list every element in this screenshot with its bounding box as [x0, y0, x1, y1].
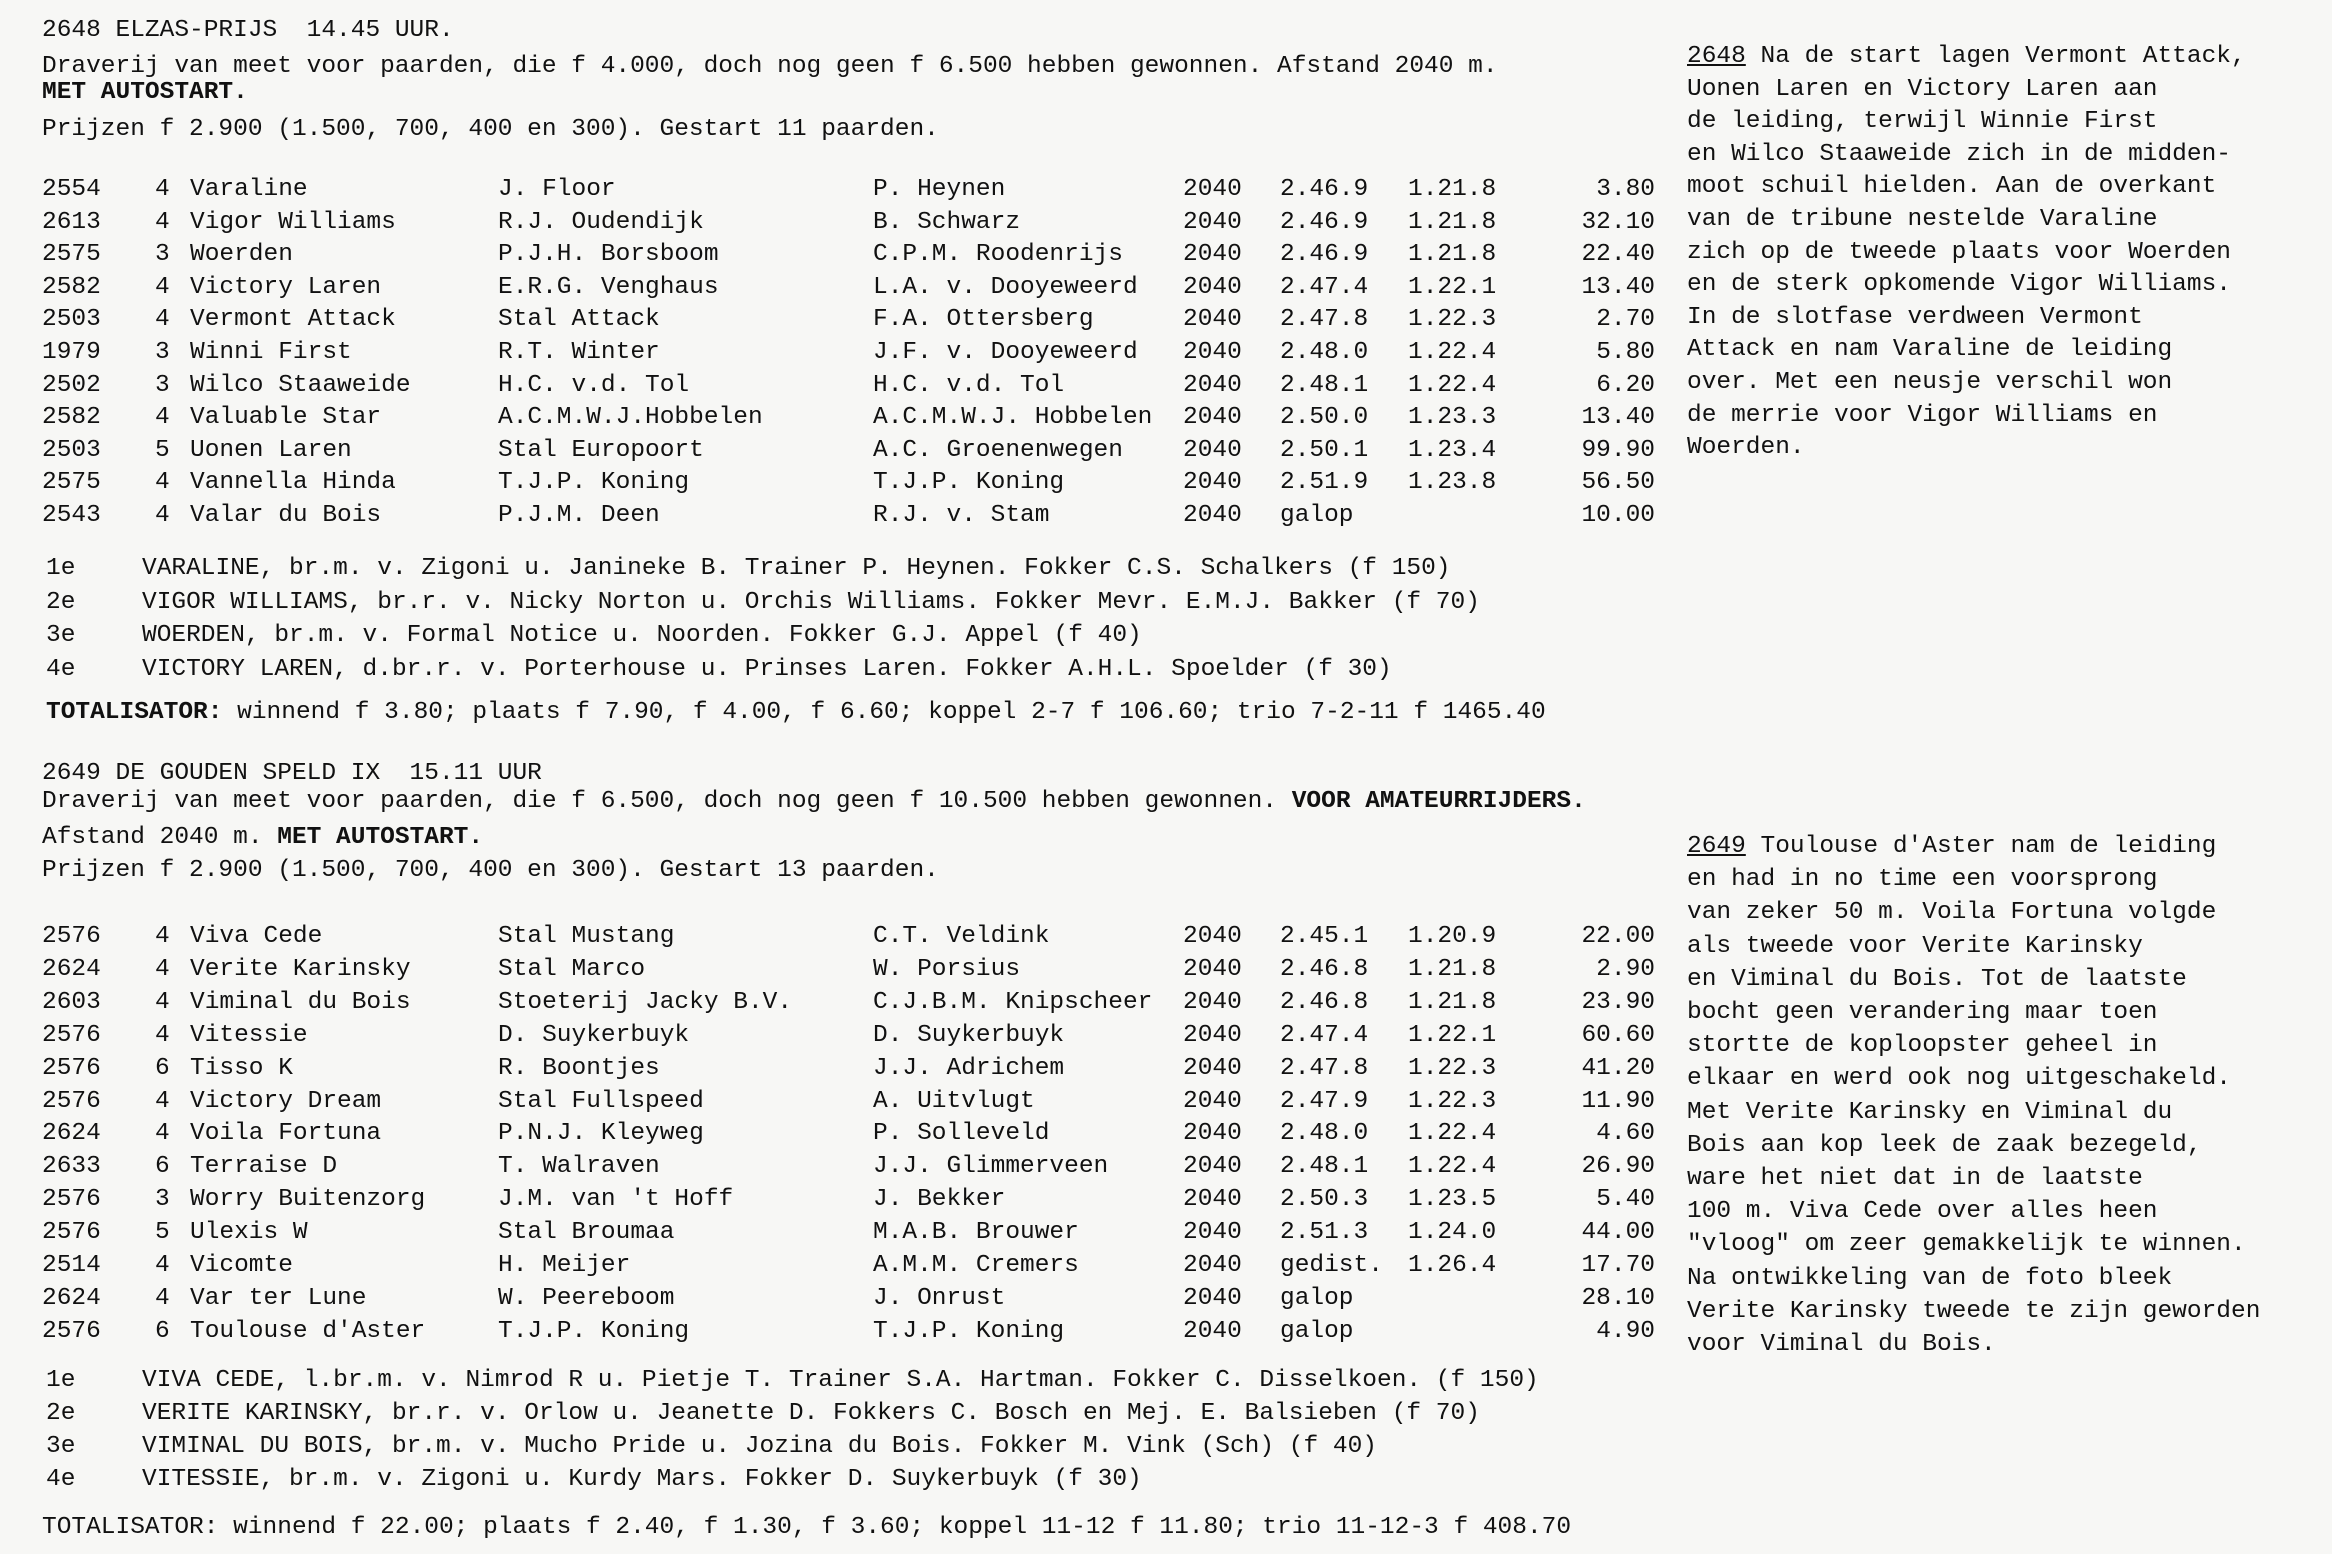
cell-odds: 4.60 — [1596, 1120, 1655, 1148]
cell-odds: 4.90 — [1596, 1317, 1655, 1345]
cell-time: 2.46.8 — [1280, 955, 1369, 983]
comment-line: de merrie voor Vigor Williams en — [1687, 401, 2158, 429]
race1-desc-line: MET AUTOSTART. — [42, 79, 248, 106]
cell-distance: 2040 — [1183, 241, 1242, 269]
cell-horse: Vermont Attack — [190, 306, 396, 334]
comment-line: 2648 Na de start lagen Vermont Attack, — [1687, 43, 2246, 70]
comment-line: Bois aan kop leek de zaak bezegeld, — [1687, 1131, 2202, 1159]
cell-prev-race: 2582 — [42, 273, 101, 301]
cell-time: 2.46.8 — [1280, 988, 1369, 1016]
cell-horse: Vannella Hinda — [190, 469, 396, 497]
cell-owner: R. Boontjes — [498, 1054, 660, 1082]
cell-age: 3 — [155, 241, 170, 269]
cell-odds: 3.80 — [1596, 176, 1655, 203]
comment-line: en Viminal du Bois. Tot de laatste — [1687, 965, 2187, 993]
cell-driver: A.C.M.W.J. Hobbelen — [873, 404, 1153, 432]
cell-owner: H.C. v.d. Tol — [498, 371, 690, 399]
cell-odds: 13.40 — [1581, 273, 1655, 301]
cell-driver: C.P.M. Roodenrijs — [873, 241, 1123, 269]
cell-km-time: 1.22.4 — [1408, 339, 1497, 366]
placing-detail: WOERDEN, br.m. v. Formal Notice u. Noorden. Fokker G.J. Appel (f 40) — [142, 622, 1142, 649]
cell-prev-race: 2502 — [42, 371, 101, 399]
cell-distance: 2040 — [1183, 1252, 1242, 1279]
cell-horse: Victory Dream — [190, 1087, 382, 1115]
comment-line: van de tribune nestelde Varaline — [1687, 206, 2158, 233]
cell-owner: D. Suykerbuyk — [498, 1021, 690, 1049]
cell-prev-race: 2514 — [42, 1252, 101, 1279]
cell-distance: 2040 — [1183, 923, 1242, 950]
cell-owner: E.R.G. Venghaus — [498, 273, 719, 301]
cell-time: 2.48.0 — [1280, 339, 1369, 366]
cell-driver: D. Suykerbuyk — [873, 1021, 1065, 1049]
cell-driver: P. Heynen — [873, 176, 1006, 203]
cell-prev-race: 2576 — [42, 1186, 101, 1214]
cell-age: 4 — [155, 404, 170, 432]
cell-distance: 2040 — [1183, 1186, 1242, 1214]
cell-km-time: 1.22.4 — [1408, 371, 1497, 399]
cell-age: 4 — [155, 273, 170, 301]
cell-time: gedist. — [1280, 1252, 1383, 1279]
cell-km-time: 1.21.8 — [1408, 988, 1497, 1016]
cell-owner: T.J.P. Koning — [498, 469, 690, 497]
comment-line: In de slotfase verdween Vermont — [1687, 303, 2143, 331]
cell-km-time: 1.22.4 — [1408, 1153, 1497, 1181]
cell-prev-race: 2575 — [42, 469, 101, 497]
comment-line: zich op de tweede plaats voor Woerden — [1687, 238, 2231, 266]
placing-detail: VIMINAL DU BOIS, br.m. v. Mucho Pride u. Jozina du Bois. Fokker M. Vink (Sch) (f 40) — [142, 1433, 1378, 1460]
placing-detail: VITESSIE, br.m. v. Zigoni u. Kurdy Mars. Fokker D. Suykerbuyk (f 30) — [142, 1466, 1142, 1493]
cell-prev-race: 2624 — [42, 1120, 101, 1148]
cell-horse: Ulexis W — [190, 1219, 308, 1247]
comment-line: moot schuil hielden. Aan de overkant — [1687, 173, 2217, 201]
comment-line: en Wilco Staaweide zich in de midden- — [1687, 140, 2231, 168]
cell-distance: 2040 — [1183, 436, 1242, 464]
cell-horse: Worry Buitenzorg — [190, 1186, 426, 1214]
cell-km-time: 1.23.5 — [1408, 1186, 1497, 1214]
cell-horse: Uonen Laren — [190, 436, 352, 464]
cell-owner: A.C.M.W.J.Hobbelen — [498, 404, 763, 432]
cell-owner: Stal Marco — [498, 955, 646, 983]
totalisator-label: TOTALISATOR: — [46, 699, 223, 726]
cell-horse: Varaline — [190, 176, 308, 203]
cell-driver: F.A. Ottersberg — [873, 306, 1094, 334]
cell-km-time: 1.23.8 — [1408, 469, 1497, 497]
cell-driver: J.F. v. Dooyeweerd — [873, 339, 1138, 366]
cell-age: 5 — [155, 436, 170, 464]
comment-line: bocht geen verandering maar toen — [1687, 999, 2158, 1026]
cell-horse: Vicomte — [190, 1252, 293, 1279]
cell-odds: 56.50 — [1581, 469, 1655, 497]
cell-time: galop — [1280, 502, 1354, 529]
cell-time: 2.48.1 — [1280, 1153, 1369, 1181]
cell-odds: 5.40 — [1596, 1186, 1655, 1214]
cell-odds: 10.00 — [1581, 502, 1655, 529]
cell-distance: 2040 — [1183, 306, 1242, 334]
cell-km-time: 1.21.8 — [1408, 241, 1497, 269]
comment-line: 100 m. Viva Cede over alles heen — [1687, 1198, 2158, 1226]
cell-owner: Stoeterij Jacky B.V. — [498, 988, 793, 1016]
cell-prev-race: 2575 — [42, 241, 101, 269]
cell-prev-race: 2576 — [42, 923, 101, 950]
cell-time: 2.51.9 — [1280, 469, 1369, 497]
cell-time: 2.45.1 — [1280, 923, 1369, 950]
placing-detail: VARALINE, br.m. v. Zigoni u. Janineke B. Trainer P. Heynen. Fokker C.S. Schalkers (f 150) — [142, 555, 1451, 582]
cell-age: 4 — [155, 1252, 170, 1279]
cell-driver: J. Bekker — [873, 1186, 1006, 1214]
cell-owner: P.J.H. Borsboom — [498, 241, 719, 269]
cell-age: 4 — [155, 988, 170, 1016]
cell-time: 2.46.9 — [1280, 241, 1369, 269]
cell-distance: 2040 — [1183, 176, 1242, 203]
cell-owner: H. Meijer — [498, 1252, 631, 1279]
cell-distance: 2040 — [1183, 371, 1242, 399]
cell-prev-race: 2576 — [42, 1087, 101, 1115]
cell-driver: A. Uitvlugt — [873, 1087, 1035, 1115]
cell-horse: Voila Fortuna — [190, 1120, 382, 1148]
comment-line: de leiding, terwijl Winnie First — [1687, 108, 2158, 136]
cell-horse: Victory Laren — [190, 273, 382, 301]
cell-time: 2.50.1 — [1280, 436, 1369, 464]
cell-time: 2.50.0 — [1280, 404, 1369, 432]
cell-prev-race: 2633 — [42, 1153, 101, 1181]
cell-horse: Vigor Williams — [190, 208, 396, 236]
cell-odds: 17.70 — [1581, 1252, 1655, 1279]
cell-odds: 22.00 — [1581, 923, 1655, 950]
cell-driver: T.J.P. Koning — [873, 469, 1065, 497]
cell-distance: 2040 — [1183, 1087, 1242, 1115]
placing-rank: 4e — [46, 1466, 76, 1493]
cell-km-time: 1.22.3 — [1408, 1087, 1497, 1115]
cell-driver: A.M.M. Cremers — [873, 1252, 1079, 1279]
comment-line: voor Viminal du Bois. — [1687, 1331, 1996, 1358]
cell-distance: 2040 — [1183, 273, 1242, 301]
cell-time: 2.47.8 — [1280, 1054, 1369, 1082]
cell-km-time: 1.22.4 — [1408, 1120, 1497, 1148]
cell-age: 4 — [155, 955, 170, 983]
race1-desc-line: Prijzen f 2.900 (1.500, 700, 400 en 300). Gestart 11 paarden. — [42, 116, 939, 143]
cell-age: 4 — [155, 1120, 170, 1148]
placing-rank: 3e — [46, 1433, 76, 1460]
cell-age: 4 — [155, 469, 170, 497]
cell-odds: 5.80 — [1596, 339, 1655, 366]
cell-prev-race: 2613 — [42, 208, 101, 236]
cell-odds: 28.10 — [1581, 1284, 1655, 1312]
cell-owner: Stal Attack — [498, 306, 660, 334]
comment-line: ware het niet dat in de laatste — [1687, 1165, 2143, 1192]
cell-age: 6 — [155, 1054, 170, 1082]
placing-detail: VERITE KARINSKY, br.r. v. Orlow u. Jeanette D. Fokkers C. Bosch en Mej. E. Balsieben (f 70) — [142, 1400, 1480, 1427]
comment-line: Attack en nam Varaline de leiding — [1687, 336, 2173, 364]
cell-time: 2.48.0 — [1280, 1120, 1369, 1148]
totalisator-label: TOTALISATOR: — [42, 1514, 219, 1541]
cell-owner: J.M. van 't Hoff — [498, 1186, 734, 1214]
race1-desc-line: Draverij van meet voor paarden, die f 4.000, doch nog geen f 6.500 hebben gewonnen. Afstand 2040 m. — [42, 53, 1498, 80]
cell-prev-race: 2576 — [42, 1219, 101, 1247]
cell-owner: T.J.P. Koning — [498, 1317, 690, 1345]
cell-prev-race: 2543 — [42, 502, 101, 529]
cell-distance: 2040 — [1183, 1219, 1242, 1247]
race2-desc-line: Afstand 2040 m. MET AUTOSTART. — [42, 824, 484, 851]
cell-time: galop — [1280, 1284, 1354, 1312]
comment-line: elkaar en werd ook nog uitgeschakeld. — [1687, 1065, 2231, 1093]
placing-rank: 4e — [46, 655, 76, 683]
placing-rank: 1e — [46, 555, 76, 582]
cell-distance: 2040 — [1183, 1054, 1242, 1082]
cell-horse: Toulouse d'Aster — [190, 1317, 426, 1345]
cell-distance: 2040 — [1183, 1317, 1242, 1345]
cell-km-time: 1.21.8 — [1408, 955, 1497, 983]
cell-odds: 6.20 — [1596, 371, 1655, 399]
cell-odds: 26.90 — [1581, 1153, 1655, 1181]
cell-odds: 2.70 — [1596, 306, 1655, 334]
cell-time: 2.51.3 — [1280, 1219, 1369, 1247]
cell-driver: H.C. v.d. Tol — [873, 371, 1065, 399]
comment-line: Uonen Laren en Victory Laren aan — [1687, 75, 2158, 103]
cell-owner: R.J. Oudendijk — [498, 208, 704, 236]
cell-prev-race: 2576 — [42, 1021, 101, 1049]
cell-driver: C.T. Veldink — [873, 923, 1050, 950]
cell-owner: Stal Broumaa — [498, 1219, 675, 1247]
cell-time: 2.47.4 — [1280, 1021, 1369, 1049]
placing-detail: VIGOR WILLIAMS, br.r. v. Nicky Norton u. Orchis Williams. Fokker Mevr. E.M.J. Bakker (f 70) — [142, 588, 1480, 616]
cell-prev-race: 2624 — [42, 1284, 101, 1312]
race2-header: 2649 DE GOUDEN SPELD IX 15.11 UUR — [42, 760, 542, 787]
cell-age: 3 — [155, 339, 170, 366]
race1-totalisator — [46, 700, 1546, 726]
comment-line: en de sterk opkomende Vigor Williams. — [1687, 271, 2231, 299]
cell-driver: P. Solleveld — [873, 1120, 1050, 1148]
cell-driver: R.J. v. Stam — [873, 502, 1050, 529]
cell-km-time: 1.22.3 — [1408, 1054, 1497, 1082]
cell-odds: 44.00 — [1581, 1219, 1655, 1247]
cell-driver: J. Onrust — [873, 1284, 1006, 1312]
cell-age: 4 — [155, 1021, 170, 1049]
comment-line: Na ontwikkeling van de foto bleek — [1687, 1264, 2173, 1292]
cell-horse: Tisso K — [190, 1054, 293, 1082]
cell-age: 4 — [155, 1087, 170, 1115]
cell-driver: W. Porsius — [873, 955, 1021, 983]
race2-desc-line: Prijzen f 2.900 (1.500, 700, 400 en 300). Gestart 13 paarden. — [42, 857, 939, 884]
cell-odds: 22.40 — [1581, 241, 1655, 269]
totalisator-text: winnend f 22.00; plaats f 2.40, f 1.30, f 3.60; koppel 11-12 f 11.80; trio 11-12-3 f 408.70 — [218, 1514, 1572, 1541]
cell-distance: 2040 — [1183, 469, 1242, 497]
cell-owner: Stal Fullspeed — [498, 1087, 704, 1115]
placing-rank: 2e — [46, 588, 76, 616]
cell-time: 2.50.3 — [1280, 1186, 1369, 1214]
cell-owner: P.N.J. Kleyweg — [498, 1120, 704, 1148]
placing-rank: 1e — [46, 1367, 76, 1394]
cell-km-time: 1.23.3 — [1408, 404, 1497, 432]
cell-owner: P.J.M. Deen — [498, 502, 660, 529]
comment-line: Verite Karinsky tweede te zijn geworden — [1687, 1297, 2261, 1325]
cell-distance: 2040 — [1183, 404, 1242, 432]
cell-time: 2.47.9 — [1280, 1087, 1369, 1115]
cell-horse: Woerden — [190, 241, 293, 269]
cell-horse: Var ter Lune — [190, 1284, 367, 1312]
cell-distance: 2040 — [1183, 955, 1242, 983]
cell-odds: 2.90 — [1596, 955, 1655, 983]
comment-race-number: 2648 — [1687, 43, 1746, 70]
cell-age: 4 — [155, 502, 170, 529]
cell-time: 2.48.1 — [1280, 371, 1369, 399]
cell-driver: T.J.P. Koning — [873, 1317, 1065, 1345]
cell-age: 3 — [155, 371, 170, 399]
cell-horse: Valar du Bois — [190, 502, 382, 529]
comment-line: stortte de koploopster geheel in — [1687, 1032, 2158, 1060]
comment-line: 2649 Toulouse d'Aster nam de leiding — [1687, 833, 2217, 860]
comment-line: over. Met een neusje verschil won — [1687, 369, 2173, 396]
cell-driver: M.A.B. Brouwer — [873, 1219, 1079, 1247]
cell-age: 6 — [155, 1317, 170, 1345]
cell-owner: R.T. Winter — [498, 339, 660, 366]
cell-horse: Vitessie — [190, 1021, 308, 1049]
cell-prev-race: 1979 — [42, 339, 101, 366]
cell-horse: Valuable Star — [190, 404, 382, 432]
cell-age: 4 — [155, 208, 170, 236]
race2-desc-line: Draverij van meet voor paarden, die f 6.500, doch nog geen f 10.500 hebben gewonnen. VOOR AMATEURRIJDERS. — [42, 788, 1586, 815]
placing-rank: 3e — [46, 622, 76, 649]
cell-prev-race: 2582 — [42, 404, 101, 432]
cell-km-time: 1.22.1 — [1408, 273, 1497, 301]
cell-prev-race: 2624 — [42, 955, 101, 983]
cell-time: 2.47.8 — [1280, 306, 1369, 334]
cell-driver: J.J. Glimmerveen — [873, 1153, 1109, 1181]
cell-time: galop — [1280, 1317, 1354, 1345]
comment-line: als tweede voor Verite Karinsky — [1687, 932, 2143, 960]
race2-totalisator — [42, 1515, 1571, 1541]
cell-owner: Stal Mustang — [498, 923, 675, 950]
cell-time: 2.46.9 — [1280, 208, 1369, 236]
cell-distance: 2040 — [1183, 1120, 1242, 1148]
cell-km-time: 1.24.0 — [1408, 1219, 1497, 1247]
placing-detail: VIVA CEDE, l.br.m. v. Nimrod R u. Pietje T. Trainer S.A. Hartman. Fokker C. Disselkoen. (f 150) — [142, 1367, 1539, 1394]
cell-odds: 99.90 — [1581, 436, 1655, 464]
cell-horse: Terraise D — [190, 1153, 338, 1181]
comment-line: Met Verite Karinsky en Viminal du — [1687, 1098, 2173, 1126]
cell-distance: 2040 — [1183, 208, 1242, 236]
cell-odds: 11.90 — [1581, 1087, 1655, 1115]
cell-km-time: 1.22.1 — [1408, 1021, 1497, 1049]
cell-odds: 60.60 — [1581, 1021, 1655, 1049]
cell-km-time: 1.22.3 — [1408, 306, 1497, 334]
cell-odds: 23.90 — [1581, 988, 1655, 1016]
cell-horse: Viva Cede — [190, 923, 323, 950]
cell-driver: L.A. v. Dooyeweerd — [873, 273, 1138, 301]
cell-age: 6 — [155, 1153, 170, 1181]
comment-line: van zeker 50 m. Voila Fortuna volgde — [1687, 899, 2217, 927]
cell-age: 5 — [155, 1219, 170, 1247]
cell-age: 4 — [155, 176, 170, 203]
cell-odds: 41.20 — [1581, 1054, 1655, 1082]
cell-distance: 2040 — [1183, 1284, 1242, 1312]
cell-km-time: 1.20.9 — [1408, 923, 1497, 950]
cell-prev-race: 2503 — [42, 306, 101, 334]
cell-age: 4 — [155, 1284, 170, 1312]
cell-owner: J. Floor — [498, 176, 616, 203]
cell-owner: Stal Europoort — [498, 436, 704, 464]
cell-horse: Verite Karinsky — [190, 955, 411, 983]
cell-driver: J.J. Adrichem — [873, 1054, 1065, 1082]
cell-odds: 32.10 — [1581, 208, 1655, 236]
cell-prev-race: 2576 — [42, 1054, 101, 1082]
cell-distance: 2040 — [1183, 502, 1242, 529]
cell-horse: Viminal du Bois — [190, 988, 411, 1016]
cell-odds: 13.40 — [1581, 404, 1655, 432]
cell-km-time: 1.23.4 — [1408, 436, 1497, 464]
cell-age: 4 — [155, 306, 170, 334]
cell-time: 2.47.4 — [1280, 273, 1369, 301]
cell-driver: A.C. Groenenwegen — [873, 436, 1123, 464]
cell-horse: Wilco Staaweide — [190, 371, 411, 399]
cell-km-time: 1.21.8 — [1408, 208, 1497, 236]
cell-distance: 2040 — [1183, 1021, 1242, 1049]
cell-driver: C.J.B.M. Knipscheer — [873, 988, 1153, 1016]
totalisator-text: winnend f 3.80; plaats f 7.90, f 4.00, f 6.60; koppel 2-7 f 106.60; trio 7-2-11 f 1465.40 — [222, 699, 1546, 726]
cell-prev-race: 2503 — [42, 436, 101, 464]
cell-prev-race: 2576 — [42, 1317, 101, 1345]
placing-rank: 2e — [46, 1400, 76, 1427]
cell-owner: T. Walraven — [498, 1153, 660, 1181]
comment-line: Woerden. — [1687, 434, 1805, 462]
cell-horse: Winni First — [190, 339, 352, 366]
comment-line: en had in no time een voorsprong — [1687, 866, 2158, 894]
race1-header: 2648 ELZAS-PRIJS 14.45 UUR. — [42, 17, 454, 44]
cell-time: 2.46.9 — [1280, 176, 1369, 203]
cell-driver: B. Schwarz — [873, 208, 1021, 236]
cell-distance: 2040 — [1183, 988, 1242, 1016]
cell-age: 3 — [155, 1186, 170, 1214]
cell-distance: 2040 — [1183, 339, 1242, 366]
comment-line: "vloog" om zeer gemakkelijk te winnen. — [1687, 1231, 2246, 1259]
cell-owner: W. Peereboom — [498, 1284, 675, 1312]
cell-age: 4 — [155, 923, 170, 950]
comment-race-number: 2649 — [1687, 833, 1746, 860]
cell-prev-race: 2603 — [42, 988, 101, 1016]
cell-km-time: 1.26.4 — [1408, 1252, 1497, 1279]
cell-km-time: 1.21.8 — [1408, 176, 1497, 203]
cell-prev-race: 2554 — [42, 176, 101, 203]
placing-detail: VICTORY LAREN, d.br.r. v. Porterhouse u. Prinses Laren. Fokker A.H.L. Spoelder (f 30) — [142, 655, 1392, 683]
cell-distance: 2040 — [1183, 1153, 1242, 1181]
